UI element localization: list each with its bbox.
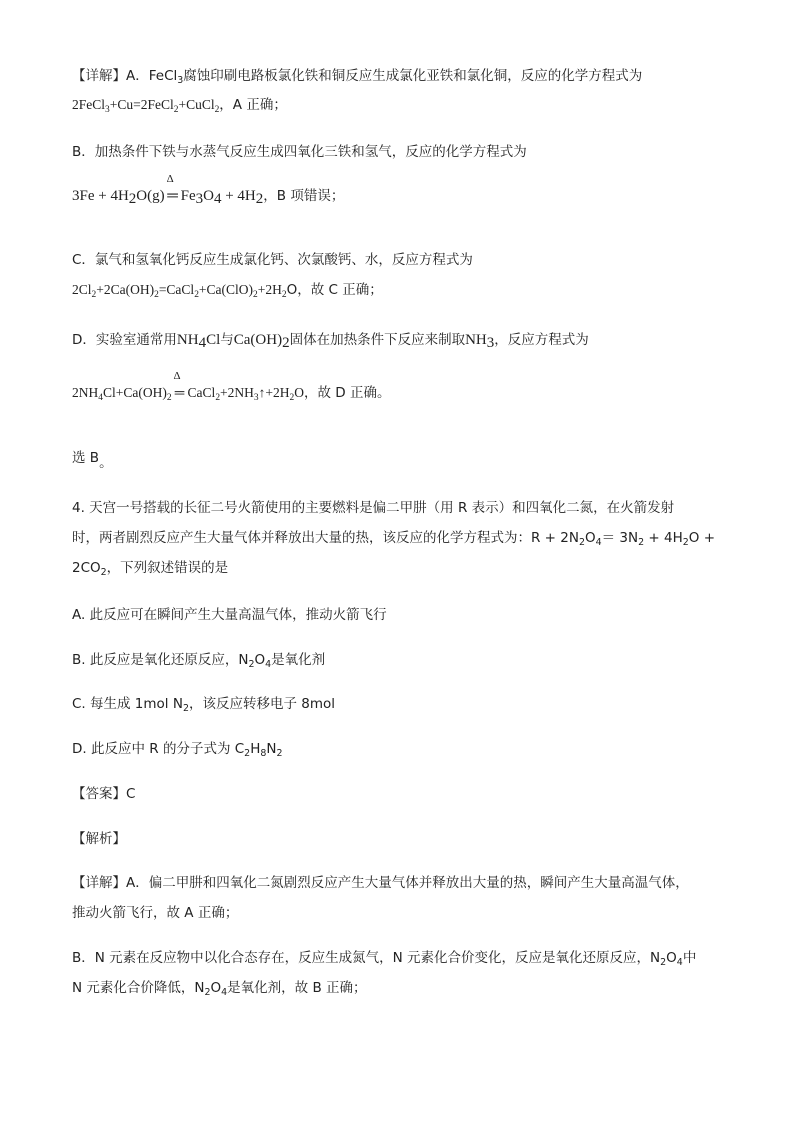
option-d: D. 此反应中 R 的分子式为 $C_2H_8N_2$ [72, 741, 283, 759]
explain-d-equation: $2NH_4Cl+Ca(OH)_2$ Δ ═ $CaCl_2+2NH_3↑+2H_2O$，故 D 正确。 [72, 370, 391, 403]
option-c: C. 每生成 1mol $N_2$，该反应转移电子 8mol [72, 696, 336, 714]
option-a: A. 此反应可在瞬间产生大量高温气体，推动火箭飞行 [72, 607, 387, 623]
explain-a-equation: 2FeCl$_3$+Cu=2FeCl$_2$+CuCl$_2$，A 正确； [72, 97, 287, 115]
explain-b-line1: B．加热条件下铁与水蒸气反应生成四氧化三铁和氢气，反应的化学方程式为 [72, 144, 527, 160]
explain-tag: 【详解】 [72, 875, 126, 891]
analysis-a-line1: 【详解】A．偏二甲肼和四氧化二氮剧烈反应产生大量气体并释放出大量的热，瞬间产生大量高温气体， [72, 875, 689, 891]
answer-value: C [126, 786, 136, 802]
question-4-line1: 4. 天宫一号搭载的长征二号火箭使用的主要燃料是偏二甲肼（用 R 表示）和四氧化二氮，在火箭发射 [72, 500, 675, 516]
analysis-b-line1: B．N 元素在反应物中以化合态存在，反应生成氮气，N 元素化合价变化，反应是氧化还原反应，$N_2O_4$中 [72, 950, 697, 968]
option-b: B. 此反应是氧化还原反应，$N_2O_4$是氧化剂 [72, 652, 326, 670]
explain-c-equation: $2Cl_2+2Ca(OH)_2=CaCl_2+Ca(ClO)_2+2H_2O$，故 C 正确； [72, 282, 383, 300]
reaction-condition-heat: Δ ═ [166, 173, 178, 204]
explain-c-line1: C．氯气和氢氧化钙反应生成氯化钙、次氯酸钙、水，反应方程式为 [72, 252, 473, 268]
analysis-b-line2: N 元素化合价降低，$N_2O_4$是氧化剂，故 B 正确； [72, 980, 367, 998]
answer-tag: 【答案】 [72, 786, 126, 802]
explain-tag: 【详解】 [72, 68, 126, 84]
question-4-line2: 时，两者剧烈反应产生大量气体并释放出大量的热，该反应的化学方程式为：$R + 2N_2O_4= 3N_2 + 4H_2O$ + [72, 530, 716, 548]
explain-d-line1: D．实验室通常用$NH_4Cl$与$Ca(OH)_2$固体在加热条件下反应来制取$NH_3$，反应方程式为 [72, 332, 589, 351]
choice-conclusion: 选 B。 [72, 450, 113, 471]
analysis-a-line2: 推动火箭飞行，故 A 正确； [72, 905, 239, 921]
question-4-line3: $2CO_2$，下列叙述错误的是 [72, 560, 229, 578]
reaction-condition-heat: Δ ═ [173, 370, 185, 400]
answer-line [72, 784, 135, 804]
explain-b-equation: $3Fe + 4H_2O(g)$ Δ ═ $Fe_3O_4 + 4H_2$，B 项错误； [72, 173, 345, 207]
analysis-tag: 【解析】 [72, 831, 126, 847]
explain-a-line1: 【详解】A．FeCl$_3$腐蚀印刷电路板氯化铁和铜反应生成氯化亚铁和氯化铜，反应的化学方程式为 [72, 68, 643, 86]
